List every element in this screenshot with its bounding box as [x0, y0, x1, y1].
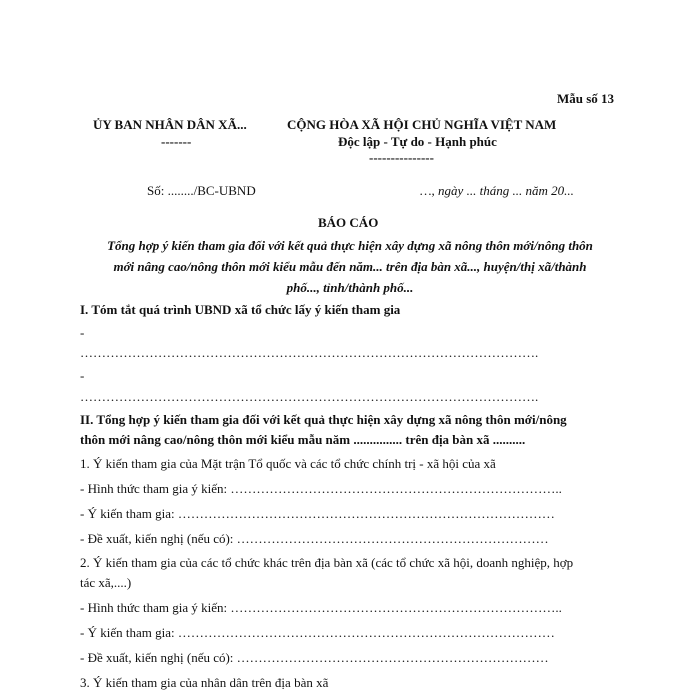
report-subtitle-line-3: phố..., tỉnh/thành phố... — [286, 280, 414, 295]
section-1-heading: I. Tóm tắt quá trình UBND xã tổ chức lấy ý kiến tham gia — [80, 302, 401, 317]
subsection-1-opinion: - Ý kiến tham gia: …………………………………………………………………………… — [80, 506, 555, 521]
form-number: Mẫu số 13 — [557, 91, 615, 106]
national-motto: Độc lập - Tự do - Hạnh phúc — [338, 134, 497, 149]
subsection-3-title: 3. Ý kiến tham gia của nhân dân trên địa bàn xã — [80, 675, 329, 690]
report-title: BÁO CÁO — [318, 215, 379, 230]
report-subtitle-line-2: mới nâng cao/nông thôn mới kiểu mẫu đến năm... trên địa bàn xã..., huyện/thị xã/thành — [113, 259, 587, 274]
place-date: …, ngày ... tháng ... năm 20... — [420, 183, 574, 198]
authority-underline: ------- — [161, 134, 192, 149]
section-2-heading-line-2: thôn mới nâng cao/nông thôn mới kiểu mẫu năm ............... trên địa bàn xã .......... — [80, 432, 526, 447]
section-1-dotted-line-1: ……………………………………………………………………………………………. — [80, 345, 539, 360]
subsection-2-title-line-1: 2. Ý kiến tham gia của các tổ chức khác trên địa bàn xã (các tổ chức xã hội, doanh nghiệp, hợp — [80, 555, 574, 570]
subsection-1-title: 1. Ý kiến tham gia của Mặt trận Tổ quốc và các tổ chức chính trị - xã hội của xã — [80, 456, 496, 471]
subsection-2-proposal: - Đề xuất, kiến nghị (nếu có): ……………………………………………………………… — [80, 650, 549, 665]
section-1-bullet-1: - — [80, 325, 85, 340]
subsection-2-title-line-2: tác xã,....) — [80, 575, 132, 590]
section-1-bullet-2: - — [80, 368, 85, 383]
subsection-1-form: - Hình thức tham gia ý kiến: ………………………………………………………………….. — [80, 481, 562, 496]
motto-underline: --------------- — [369, 150, 434, 165]
section-1-dotted-line-2: ……………………………………………………………………………………………. — [80, 389, 539, 404]
subsection-2-form: - Hình thức tham gia ý kiến: ………………………………………………………………….. — [80, 600, 562, 615]
national-title: CỘNG HÒA XÃ HỘI CHỦ NGHĨA VIỆT NAM — [287, 117, 557, 132]
issuing-authority: ỦY BAN NHÂN DÂN XÃ... — [93, 117, 247, 132]
subsection-1-proposal: - Đề xuất, kiến nghị (nếu có): ……………………………………………………………… — [80, 531, 549, 546]
report-subtitle-line-1: Tổng hợp ý kiến tham gia đối với kết quả thực hiện xây dựng xã nông thôn mới/nông thôn — [107, 238, 593, 253]
subsection-2-opinion: - Ý kiến tham gia: …………………………………………………………………………… — [80, 625, 555, 640]
section-2-heading-line-1: II. Tổng hợp ý kiến tham gia đối với kết quả thực hiện xây dựng xã nông thôn mới/nông — [80, 412, 567, 427]
document-number: Số: ......../BC-UBND — [147, 183, 256, 198]
